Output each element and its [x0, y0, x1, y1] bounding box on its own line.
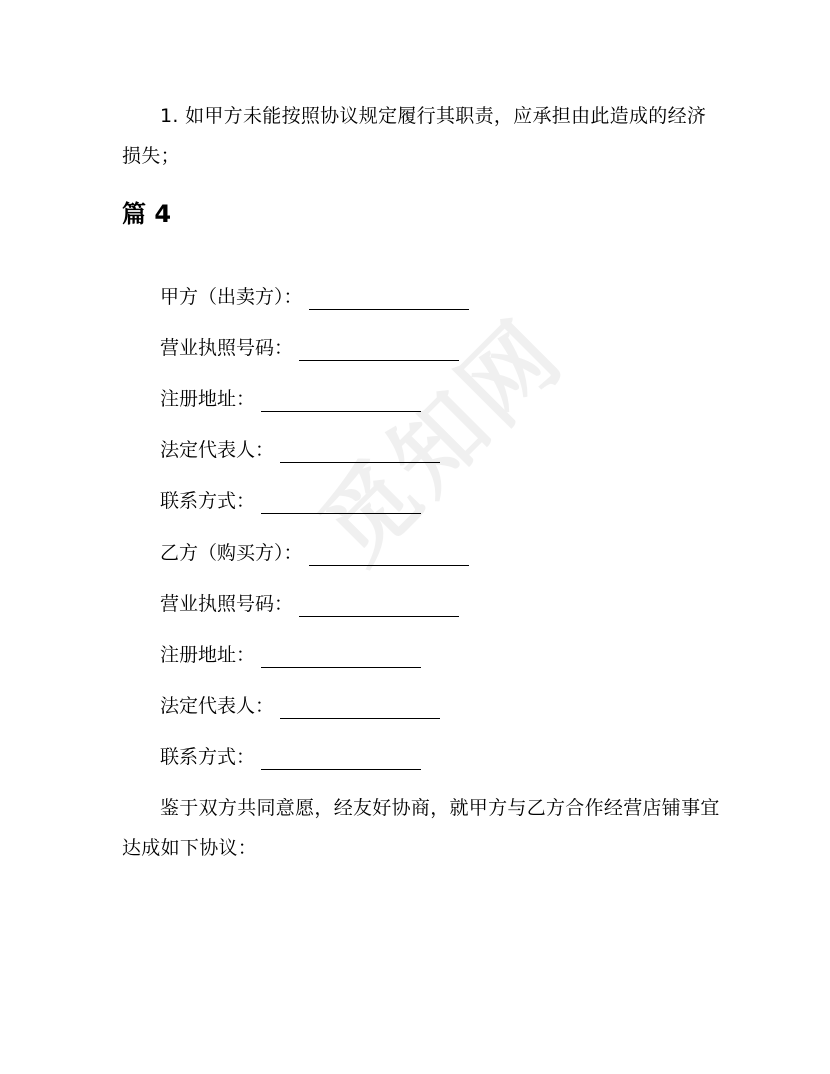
blank-line [261, 647, 421, 668]
field-label: 法定代表人： [160, 695, 275, 717]
blank-line [299, 596, 459, 617]
field-legal-rep-b [160, 693, 440, 719]
blank-line [280, 442, 440, 463]
field-label: 注册地址： [160, 388, 256, 410]
field-license-b [160, 591, 459, 617]
field-legal-rep-a [160, 437, 440, 463]
blank-line [309, 545, 469, 566]
blank-line [309, 289, 469, 310]
field-label: 营业执照号码： [160, 337, 294, 359]
field-contact-b [160, 744, 421, 770]
field-address-b [160, 642, 421, 668]
blank-line [261, 391, 421, 412]
field-party-b [160, 540, 469, 566]
blank-line [261, 749, 421, 770]
field-label: 联系方式： [160, 490, 256, 512]
paragraph-top: 1. 如甲方未能按照协议规定履行其职责，应承担由此造成的经济损失； [122, 105, 707, 167]
watermark: 觅知网 [300, 299, 585, 584]
paragraph-bottom: 鉴于双方共同意愿，经友好协商，就甲方与乙方合作经营店铺事宜达成如下协议： [122, 797, 720, 859]
field-address-a [160, 386, 421, 412]
section-heading: 篇 4 [122, 200, 172, 228]
field-label: 甲方（出卖方）： [160, 286, 303, 308]
field-party-a [160, 284, 469, 310]
field-label: 联系方式： [160, 746, 256, 768]
field-label: 注册地址： [160, 644, 256, 666]
blank-line [280, 698, 440, 719]
field-label: 法定代表人： [160, 439, 275, 461]
blank-line [261, 493, 421, 514]
blank-line [299, 340, 459, 361]
field-label: 乙方（购买方）： [160, 542, 303, 564]
field-contact-a [160, 488, 421, 514]
field-label: 营业执照号码： [160, 593, 294, 615]
field-license-a [160, 335, 459, 361]
